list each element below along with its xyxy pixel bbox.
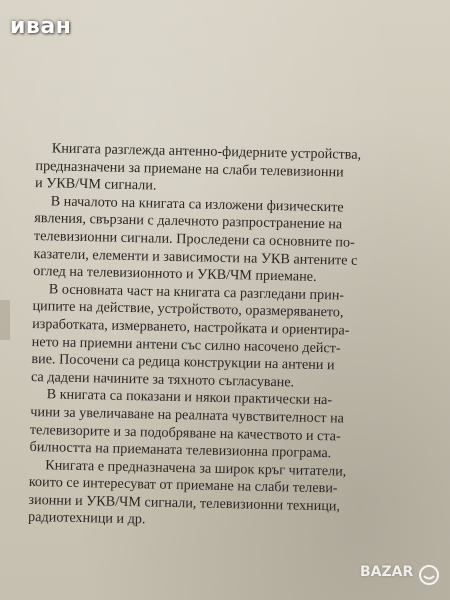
- text-line: В основната част на книгата са разгледани прин-: [48, 281, 345, 304]
- text-line: В книгата са показани и някои практически на-: [46, 386, 333, 409]
- text-line: предназначени за приемане на слаби телевизионни: [35, 157, 344, 181]
- text-line: и УКВ/ЧМ сигнали.: [34, 175, 157, 194]
- text-line: нето на приемни антени със силно насочено дейст-: [31, 333, 341, 356]
- text-line: В началото на книгата са изложени физическите: [50, 193, 344, 216]
- text-line: са дадени начините за тяхното съгласуване.: [30, 368, 295, 391]
- text-line: телевизорите и за подобряване на качеството и ста-: [29, 421, 341, 444]
- paragraph-1: [35, 140, 434, 201]
- text-line: оглед на телевизионното и УКВ/ЧМ приемане.: [33, 263, 317, 286]
- book-text: [28, 140, 434, 535]
- paragraph-4: [29, 386, 428, 465]
- text-line: ципите на действие, устройството, оразмеряването,: [32, 298, 344, 321]
- text-line: телевизионни сигнали. Проследени са основните по-: [33, 227, 355, 251]
- text-line: билността на приеманата телевизионна програма.: [29, 439, 332, 462]
- page-stain: [0, 300, 10, 340]
- text-line: Книгата разглежда антенно-фидерните устройства,: [51, 140, 362, 163]
- text-line: явления, свързани с далечното разпространение на: [34, 210, 343, 233]
- paragraph-3: [31, 281, 431, 395]
- text-line: чини за увеличаване на реалната чувствителност на: [30, 403, 345, 427]
- text-line: Книгата е предназначена за широк кръг читатели,: [45, 456, 347, 480]
- site-logo: [360, 556, 440, 592]
- site-logo-text: BAZAR: [360, 564, 414, 580]
- text-line: казатели, елементи и зависимости на УКВ антените с: [33, 245, 358, 269]
- text-line: вие. Посочени са редица конструкции на антени и: [31, 351, 335, 374]
- username-watermark: иван: [10, 14, 72, 39]
- text-line: зионни и УКВ/ЧМ сигнали, телевизионни техници,: [28, 491, 341, 515]
- text-line: радиотехници и др.: [27, 509, 146, 528]
- paragraph-5: [28, 457, 427, 536]
- smile-icon: [418, 564, 440, 586]
- text-line: които се интересуват от приемане на слаби телеви-: [28, 474, 338, 497]
- text-line: изработката, измерването, настройката и ориентира-: [31, 315, 350, 339]
- paragraph-2: [33, 193, 433, 289]
